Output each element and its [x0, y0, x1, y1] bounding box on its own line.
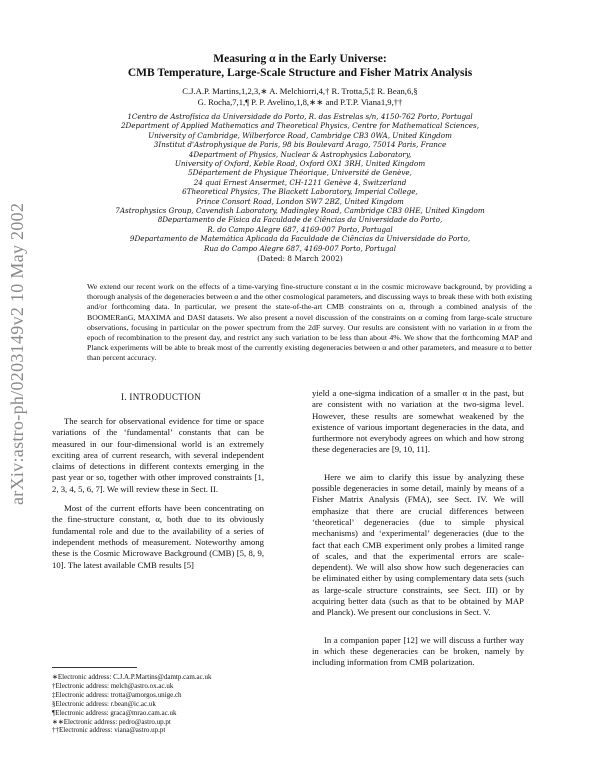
- left-column: [52, 416, 264, 571]
- footnote: †Electronic address: melch@astro.ox.ac.uk: [52, 681, 174, 690]
- affiliation-line: R. do Campo Alegre 687, 4169-007 Porto, Portugal: [207, 224, 393, 234]
- paragraph: Here we aim to clarify this issue by analyzing these possible degeneracies in some detail, mainly by means of a Fisher Matrix Analysis (FMA), see Sect. IV. We will emphasize that there are crucial differences between ‘theoretical’ degeneracies (due to simple physical mechanisms) and ‘experimental’ degeneracies (due to the fact that each CMB experiment only probes a limited range of scales, and that the experimental errors are scale-dependent). We will also show how such degeneracies can be eliminated either by using complementary data sets (such as large-scale structure constraints, see Sect. III) or by acquiring better data (such as that to be obtained by MAP and Planck). We present our conclusions in Sect. V.: [312, 471, 524, 618]
- footnote-rule: [52, 667, 137, 668]
- affiliation-line: 9Departamento de Matemática Aplicada da Faculdade de Ciências da Universidade do Porto,: [129, 234, 471, 244]
- affiliations: [0, 112, 600, 253]
- footnote: ¶Electronic address: graca@mrao.cam.ac.uk: [52, 708, 177, 717]
- affiliation-line: 6Theoretical Physics, The Blackett Laboratory, Imperial College,: [182, 187, 418, 197]
- affiliation-line: 3Institut d'Astrophysique de Paris, 98 bis Boulevard Arago, 75014 Paris, France: [153, 140, 447, 150]
- paper-title: [0, 52, 600, 80]
- footnote: ††Electronic address: viana@astro.up.pt: [52, 726, 166, 735]
- footnotes: [52, 673, 264, 735]
- paragraph: The search for observational evidence for time or space variations of the ‘fundamental’ constants that can be measured in our four-dimensional world is an extremely exciting area of current research, with several independent claims of detections in different contexts emerging in the past year or so, together with other improved constraints [1, 2, 3, 4, 5, 6, 7]. We will review these in Sect. II.: [52, 416, 264, 494]
- arxiv-stamp: arXiv:astro-ph/0203149v2 10 May 2002: [7, 202, 27, 505]
- affiliation-line: 2Department of Applied Mathematics and Theoretical Physics, Centre for Mathematical Sciences,: [120, 121, 480, 131]
- affiliation-line: University of Cambridge, Wilberforce Road, Cambridge CB3 0WA, United Kingdom: [148, 130, 452, 140]
- footnote: §Electronic address: r.bean@ic.ac.uk: [52, 699, 156, 708]
- section-heading-introduction: I. INTRODUCTION: [121, 392, 201, 402]
- title-line-2: CMB Temperature, Large-Scale Structure and Fisher Matrix Analysis: [127, 67, 473, 79]
- title-line-1: Measuring α in the Early Universe:: [213, 53, 387, 65]
- authors-line-1: C.J.A.P. Martins,1,2,3,∗ A. Melchiorri,4,† R. Trotta,5,‡ R. Bean,6,§: [182, 86, 418, 96]
- affiliation-line: Prince Consort Road, London SW7 2BZ, United Kingdom: [196, 196, 404, 206]
- affiliation-line: 1Centro de Astrofísica da Universidade do Porto, R. das Estrelas s/n, 4150-762 Porto, Portugal: [127, 112, 473, 121]
- footnote: ∗Electronic address: C.J.A.P.Martins@damtp.cam.ac.uk: [52, 673, 212, 681]
- paragraph: Most of the current efforts have been concentrating on the fine-structure constant, α, both due to its obviously fundamental role and due to the availability of a series of independent methods of measurement. Noteworthy among these is the Cosmic Microwave Background (CMB) [5, 8, 9, 10]. The latest available CMB results [5]: [52, 503, 264, 570]
- date-line: (Dated: 8 March 2002): [257, 254, 343, 263]
- paragraph: yield a one-sigma indication of a smaller α in the past, but are consistent with no variation at the two-sigma level. However, these results are somewhat weakened by the existence of various important degeneracies in the data, and furthermore not everybody agrees on which and how strong these degeneracies are [9, 10, 11].: [312, 388, 524, 455]
- authors-line-2: G. Rocha,7,1,¶ P. P. Avelino,1,8,∗∗ and P.T.P. Viana1,9,††: [197, 96, 403, 107]
- affiliation-line: University of Oxford, Keble Road, Oxford OX1 3RH, United Kingdom: [174, 159, 426, 169]
- author-list: [0, 86, 600, 107]
- footnote: ∗∗Electronic address: pedro@astro.up.pt: [52, 717, 171, 726]
- footnote: ‡Electronic address: trotta@amorgos.unige.ch: [52, 690, 182, 699]
- affiliation-line: 4Department of Physics, Nuclear & Astrophysics Laboratory,: [188, 149, 412, 159]
- affiliation-line: 5Département de Physique Théorique, Université de Genève,: [188, 168, 412, 178]
- paragraph: In a companion paper [12] we will discuss a further way in which these degeneracies can be broken, namely by including information from CMB polarization.: [312, 634, 524, 668]
- affiliation-line: Rua do Campo Alegre 687, 4169-007 Porto, Portugal: [203, 243, 397, 253]
- affiliation-line: 24 quai Ernest Ansermet, CH-1211 Genève 4, Switzerland: [193, 177, 407, 187]
- abstract: We extend our recent work on the effects of a time-varying fine-structure constant α in the cosmic microwave background, by providing a thorough analysis of the degeneracies between α and the other cosmological parameters, and discussing ways to break these with both existing and/or forthcoming data. In particular, we present the state-of-the-art CMB constraints on α, through a combined analysis of the BOOMERanG, MAXIMA and DASI datasets. We also present a novel discussion of the constraints on α coming from large-scale structure observations, focusing in particular on the power spectrum from the 2dF survey. Our results are consistent with no variation in α from the epoch of recombination to the present day, and restrict any such variation to be less than about 4%. We show that the forthcoming MAP and Planck experiments will be able to break most of the currently existing degeneracies between α and other parameters, and measure α to better than percent accuracy.: [87, 282, 532, 363]
- right-column: [312, 388, 524, 669]
- affiliation-line: 7Astrophysics Group, Cavendish Laboratory, Madingley Road, Cambridge CB3 0HE, United Kingdom: [115, 206, 485, 216]
- affiliation-line: 8Departamento de Física da Faculdade de Ciências da Universidade do Porto,: [157, 215, 443, 225]
